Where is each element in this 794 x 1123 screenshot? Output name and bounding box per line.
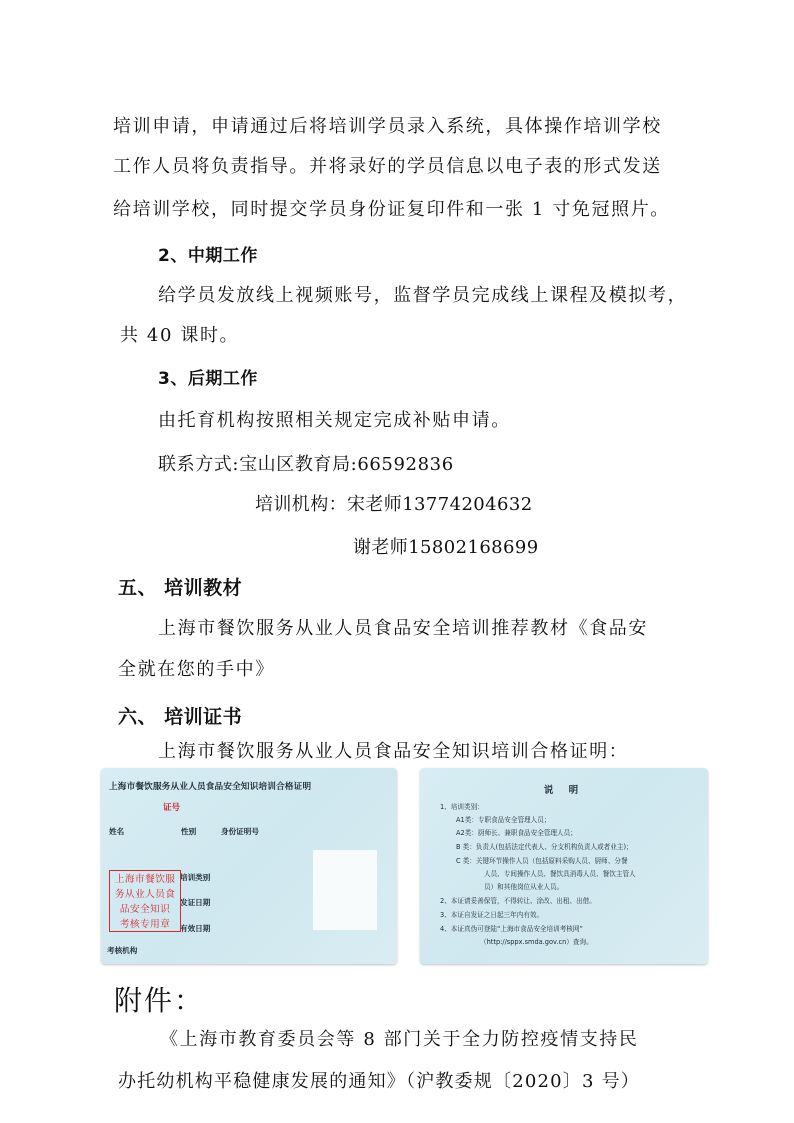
id-number-label: 身份证明号 bbox=[221, 827, 259, 836]
stamp-line: 务从业人员食 bbox=[114, 889, 176, 900]
attachment-line-2: 办托幼机构平稳健康发展的通知》（沪教委规〔2020〕3 号） bbox=[118, 1071, 640, 1092]
agency-label: 考核机构 bbox=[107, 946, 138, 955]
valid-date-label: 有效日期 bbox=[180, 924, 211, 933]
training-category-label: 培训类别 bbox=[180, 873, 211, 882]
back-line: 3、本证自发证之日起三年内有效。 bbox=[440, 911, 544, 919]
name-label: 姓名 bbox=[109, 827, 125, 836]
certificate-back-image bbox=[420, 768, 708, 964]
attachment-heading: 附件： bbox=[114, 984, 205, 1017]
official-stamp bbox=[109, 870, 181, 932]
midterm-line-2: 共 40 课时。 bbox=[120, 325, 240, 346]
gender-label: 性别 bbox=[181, 827, 197, 836]
back-line: A1类：专职食品安全管理人员； bbox=[456, 816, 551, 824]
issue-date-label: 发证日期 bbox=[180, 898, 211, 907]
photo-placeholder bbox=[313, 850, 377, 930]
certificate-front-image bbox=[101, 768, 397, 964]
section5-line-2: 全就在您的手中》 bbox=[118, 659, 275, 680]
midterm-heading: 2、中期工作 bbox=[158, 246, 258, 266]
back-line: 人员、专间操作人员、餐饮具消毒人员、餐饮主管人 bbox=[484, 870, 636, 878]
contact-line-2: 培训机构：宋老师13774204632 bbox=[255, 494, 533, 515]
back-title: 说 明 bbox=[543, 785, 585, 796]
intro-line-2: 工作人员将负责指导。并将录好的学员信息以电子表的形式发送 bbox=[113, 156, 662, 177]
final-line-1: 由托育机构按照相关规定完成补贴申请。 bbox=[158, 410, 511, 431]
section5-heading: 五、 培训教材 bbox=[118, 577, 243, 599]
back-line: C 类：关键环节操作人员（包括原料采购人员、厨师、分餐 bbox=[456, 857, 628, 865]
certificate-title: 上海市餐饮服务从业人员食品安全知识培训合格证明 bbox=[109, 782, 312, 792]
stamp-line: 考核专用章 bbox=[119, 919, 171, 930]
stamp-line: 品安全知识 bbox=[119, 904, 171, 915]
section5-line-1: 上海市餐饮服务从业人员食品安全培训推荐教材《食品安 bbox=[158, 618, 648, 639]
stamp-line: 上海市餐饮服 bbox=[114, 874, 176, 885]
back-line: 员）和其他岗位从业人员。 bbox=[484, 883, 564, 891]
final-heading: 3、后期工作 bbox=[158, 369, 258, 389]
back-line: A2类：厨师长、兼职食品安全管理人员； bbox=[456, 829, 577, 837]
back-line: （http://sppx.smda.gov.cn）查询。 bbox=[480, 938, 593, 946]
intro-line-1: 培训申请，申请通过后将培训学员录入系统，具体操作培训学校 bbox=[113, 116, 662, 137]
back-line: 1、培训类别： bbox=[440, 803, 484, 811]
back-line: B 类：负责人(包括法定代表人、分支机构负责人或者业主)； bbox=[456, 843, 633, 851]
section6-line-1: 上海市餐饮服务从业人员食品安全知识培训合格证明： bbox=[158, 741, 629, 762]
contact-line-1: 联系方式:宝山区教育局:66592836 bbox=[158, 454, 454, 475]
midterm-line-1: 给学员发放线上视频账号，监督学员完成线上课程及模拟考， bbox=[158, 285, 688, 306]
contact-line-3: 谢老师15802168699 bbox=[353, 537, 539, 558]
attachment-line-1: 《上海市教育委员会等 8 部门关于全力防控疫情支持民 bbox=[160, 1029, 639, 1050]
back-line: 4、本证真伪可登陆“上海市食品安全培训考核网” bbox=[440, 925, 583, 933]
back-line: 2、本证请妥善保管，不得转让、涂改、出租、出借。 bbox=[440, 897, 596, 905]
certificate-number-label: 证号 bbox=[163, 803, 181, 813]
intro-line-3: 给培训学校，同时提交学员身份证复印件和一张 1 寸免冠照片。 bbox=[113, 199, 670, 220]
section6-heading: 六、 培训证书 bbox=[118, 706, 243, 728]
